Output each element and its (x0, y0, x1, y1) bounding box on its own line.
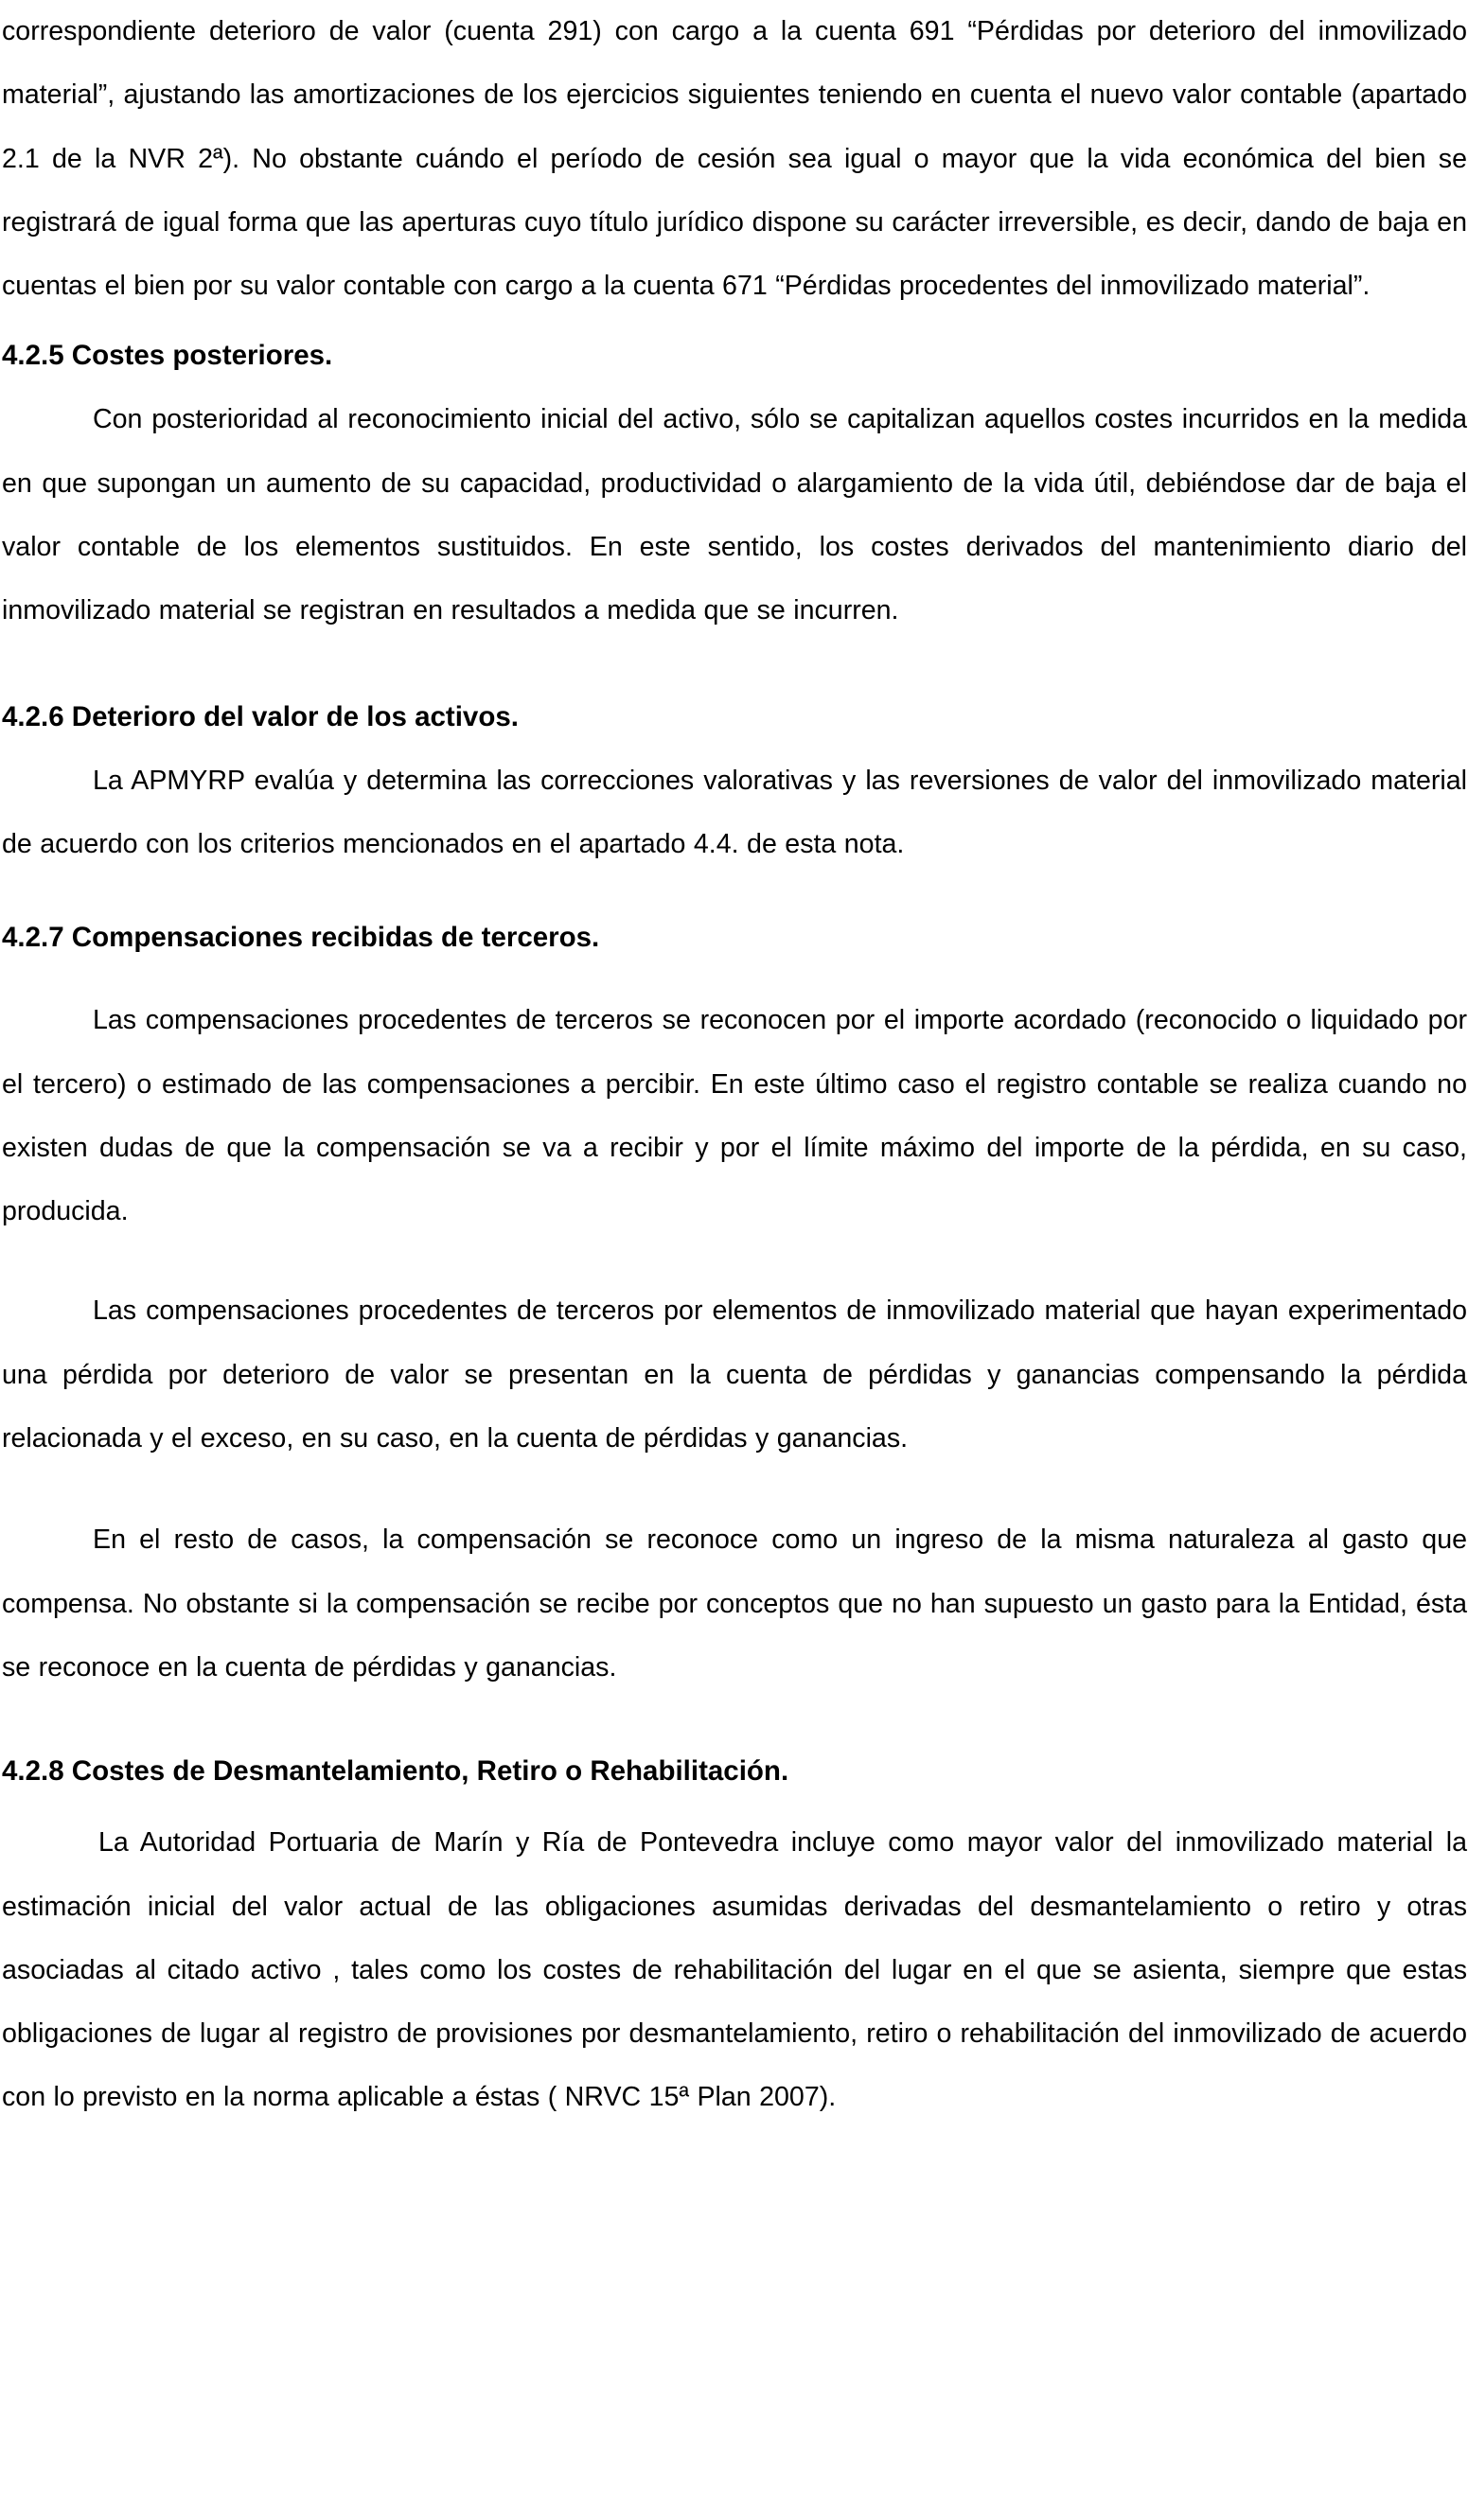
paragraph-compensaciones-2: Las compensaciones procedentes de terceros por elementos de inmovilizado material que hayan experimentado una pérdida por deterioro de valor se presentan en la cuenta de pérdidas y ganancias compensando la pérdida relacionada y el exceso, en su caso, en la cuenta de pérdidas y ganancias. (2, 1295, 1467, 1454)
paragraph-deterioro-valor: La APMYRP evalúa y determina las correcciones valorativas y las reversiones de valor del inmovilizado material de acuerdo con los criterios mencionados en el apartado 4.4. de esta nota. (2, 765, 1467, 859)
section-heading-4-2-7: 4.2.7 Compensaciones recibidas de terceros. (2, 922, 600, 954)
paragraph-desmantelamiento: La Autoridad Portuaria de Marín y Ría de Pontevedra incluye como mayor valor del inmovilizado material la estimación inicial del valor actual de las obligaciones asumidas derivadas del desmantelamiento o retiro y otras asociadas al citado activo , tales como los costes de rehabilitación del lugar en el que se asienta, siempre que estas obligaciones de lugar al registro de provisiones por desmantelamiento, retiro o rehabilitación del inmovilizado de acuerdo con lo previsto en la norma aplicable a éstas ( NRVC 15ª Plan 2007). (2, 1827, 1467, 2113)
document-body (2, 0, 1467, 2130)
paragraph-compensaciones-3: En el resto de casos, la compensación se reconoce como un ingreso de la misma naturaleza al gasto que compensa. No obstante si la compensación se recibe por conceptos que no han supuesto un gasto para la Entidad, ésta se reconoce en la cuenta de pérdidas y ganancias. (2, 1524, 1467, 1683)
section-heading-4-2-8: 4.2.8 Costes de Desmantelamiento, Retiro o Rehabilitación. (2, 1755, 789, 1788)
paragraph-compensaciones-1: Las compensaciones procedentes de terceros se reconocen por el importe acordado (reconocido o liquidado por el tercero) o estimado de las compensaciones a percibir. En este último caso el registro contable se realiza cuando no existen dudas de que la compensación se va a recibir y por el límite máximo del importe de la pérdida, en su caso, producida. (2, 1005, 1467, 1227)
section-heading-4-2-6: 4.2.6 Deterioro del valor de los activos. (2, 700, 519, 732)
paragraph-costes-posteriores: Con posterioridad al reconocimiento inicial del activo, sólo se capitalizan aquellos costes incurridos en la medida en que supongan un aumento de su capacidad, productividad o alargamiento de la vida útil, debiéndose dar de baja el valor contable de los elementos sustituidos. En este sentido, los costes derivados del mantenimiento diario del inmovilizado material se registran en resultados a medida que se incurren. (2, 404, 1467, 626)
intro-paragraph: correspondiente deterioro de valor (cuenta 291) con cargo a la cuenta 691 “Pérdidas por deterioro del inmovilizado material”, ajustando las amortizaciones de los ejercicios siguientes teniendo en cuenta el nuevo valor contable (apartado 2.1 de la NVR 2ª). No obstante cuándo el período de cesión sea igual o mayor que la vida económica del bien se registrará de igual forma que las aperturas cuyo título jurídico dispone su carácter irreversible, es decir, dando de baja en cuentas el bien por su valor contable con cargo a la cuenta 671 “Pérdidas procedentes del inmovilizado material”. (2, 16, 1467, 302)
section-heading-4-2-5: 4.2.5 Costes posteriores. (2, 340, 333, 372)
